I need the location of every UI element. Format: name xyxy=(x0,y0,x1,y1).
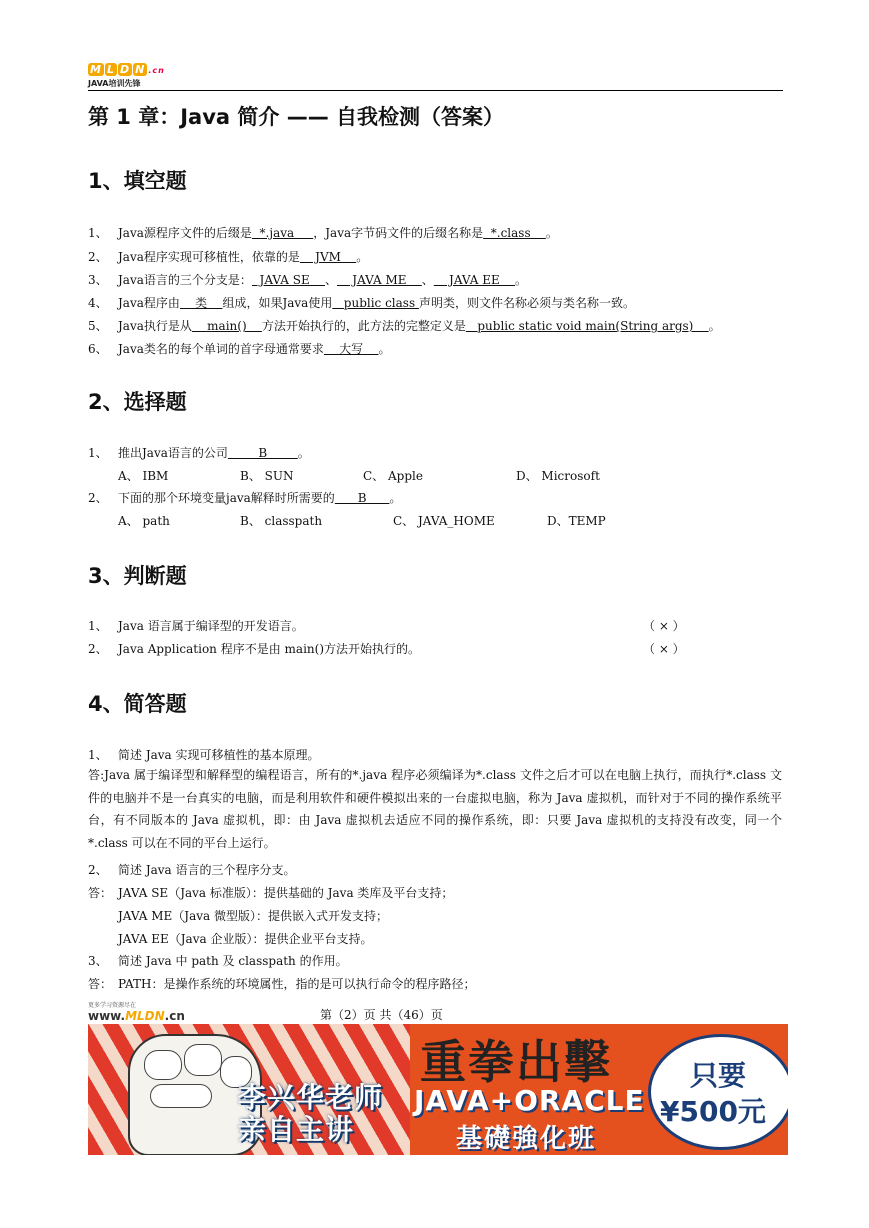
logo-letter: L xyxy=(106,63,115,76)
choice-heading: 2、选择题 xyxy=(88,390,187,414)
item-number: 3、 xyxy=(88,273,108,287)
fill-text: Java程序实现可移植性，依靠的是 xyxy=(118,250,300,264)
judge-item-1 xyxy=(88,617,304,634)
url-suffix: .cn xyxy=(164,1009,185,1023)
item-number: 6、 xyxy=(88,342,108,356)
fill-answer: JAVA SE xyxy=(251,273,325,287)
item-number: 3、 xyxy=(88,954,108,968)
item-number: 4、 xyxy=(88,296,108,310)
item-number: 1、 xyxy=(88,226,108,240)
fill-text: 方法开始执行的，此方法的完整定义是 xyxy=(261,319,466,333)
fill-text: 声明类，则文件名称必须与类名称一致。 xyxy=(418,296,635,310)
choice-option: C、 JAVA_HOME xyxy=(393,514,495,528)
logo-letter: N xyxy=(135,63,146,76)
promo-banner[interactable] xyxy=(88,1024,788,1155)
item-number: 2、 xyxy=(88,491,108,505)
short-question-3 xyxy=(88,952,348,969)
short-question-2 xyxy=(88,861,296,878)
choice-option: A、 IBM xyxy=(118,469,169,483)
fill-text: 。 xyxy=(545,226,558,240)
choice-option: A、 path xyxy=(118,514,170,528)
item-number: 1、 xyxy=(88,446,108,460)
url-prefix: www. xyxy=(88,1009,126,1023)
fill-text: Java程序由 xyxy=(118,296,180,310)
banner-course: JAVA+ORACLE xyxy=(414,1084,645,1117)
logo-suffix: .cn xyxy=(148,66,165,75)
item-number: 2、 xyxy=(88,250,108,264)
judge-text: Java 语言属于编译型的开发语言。 xyxy=(118,619,304,633)
short-heading: 4、简答题 xyxy=(88,692,187,716)
choice-option: C、 Apple xyxy=(363,469,423,483)
footer-logo[interactable] xyxy=(88,1000,185,1023)
fill-text: 组成，如果Java使用 xyxy=(222,296,333,310)
fill-item-6 xyxy=(88,340,390,357)
url-brand: MLDN xyxy=(125,1009,165,1023)
teacher-line: 李兴华老师 xyxy=(238,1081,384,1114)
choice-text: 。 xyxy=(389,491,402,505)
fill-heading: 1、填空题 xyxy=(88,169,187,193)
choice-options-1 xyxy=(118,467,718,483)
banner-right-panel xyxy=(410,1024,788,1155)
page-title: 第 1 章：Java 简介 —— 自我检测（答案） xyxy=(88,105,505,129)
short-question-text: 简述 Java 中 path 及 classpath 的作用。 xyxy=(118,954,348,968)
logo-letter: M xyxy=(90,63,102,76)
banner-teacher-text xyxy=(238,1082,383,1146)
fill-answer: public static void main(String args) xyxy=(465,319,709,333)
fill-text: Java类名的每个单词的首字母通常要求 xyxy=(118,342,324,356)
logo-letter: D xyxy=(119,63,131,76)
fill-text: ，Java字节码文件的后缀名称是 xyxy=(313,226,484,240)
choice-option: B、 SUN xyxy=(240,469,294,483)
judge-item-2 xyxy=(88,640,420,657)
fill-text: 。 xyxy=(708,319,721,333)
answer-label: 答： xyxy=(88,977,113,991)
fill-answer: main() xyxy=(191,319,262,333)
choice-question: 推出Java语言的公司 xyxy=(118,446,228,460)
short-answer-2-line-2: JAVA ME（Java 微型版）：提供嵌入式开发支持； xyxy=(118,909,388,923)
choice-option: B、 classpath xyxy=(240,514,323,528)
short-question-1 xyxy=(88,746,320,763)
judge-mark: （ × ） xyxy=(643,642,685,656)
fill-text: 。 xyxy=(515,273,528,287)
fill-text: Java源程序文件的后缀是 xyxy=(118,226,252,240)
short-answer-1: 答:Java 属于编译型和解释型的编程语言，所有的*.java 程序必须编译为*.class 文件之后才可以在电脑上执行，而执行*.class 文件的电脑并不是一台真实的电脑，而是利用软件和硬件模拟出来的一台虚拟电脑，称为 Java 虚拟机，而针对于不同的操作系统平台，有不同版本的 Java 虚拟机，即：由 Java 虚拟机去适应不同的操作系统，即：只要 Java 虚拟机的支持没有改变，同一个*.class 可以在不同的平台上运行。 xyxy=(88,768,782,850)
item-number: 2、 xyxy=(88,642,108,656)
answer-line: PATH：是操作系统的环境属性，指的是可以执行命令的程序路径； xyxy=(118,977,476,991)
fill-answer: public class xyxy=(332,296,419,310)
fill-text: 。 xyxy=(356,250,369,264)
fill-text: 。 xyxy=(378,342,391,356)
footer-tagline: 更多学习资源尽在 xyxy=(88,1002,137,1009)
fill-item-5 xyxy=(88,317,721,334)
choice-question: 下面的那个环境变量java解释时所需要的 xyxy=(118,491,335,505)
fill-answer: JAVA ME xyxy=(337,273,422,287)
choice-text: 。 xyxy=(297,446,310,460)
short-answer-2-line-3: JAVA EE（Java 企业版）：提供企业平台支持。 xyxy=(118,932,373,946)
banner-headline: 重拳出擊 xyxy=(420,1035,612,1089)
choice-item-2 xyxy=(88,489,401,506)
fill-answer: JVM xyxy=(299,250,357,264)
fill-answer: *.java xyxy=(251,226,314,240)
choice-option: D、 Microsoft xyxy=(516,469,600,483)
fill-answer: 大写 xyxy=(323,342,379,356)
teacher-line: 亲自主讲 xyxy=(238,1113,355,1146)
fill-item-3 xyxy=(88,271,527,288)
fill-answer: JAVA EE xyxy=(433,273,516,287)
short-question-text: 简述 Java 语言的三个程序分支。 xyxy=(118,863,296,877)
choice-answer: B xyxy=(334,491,390,505)
fill-text: 、 xyxy=(421,273,434,287)
choice-answer: B xyxy=(227,446,298,460)
choice-option: D、TEMP xyxy=(547,514,606,528)
fill-answer: *.class xyxy=(483,226,546,240)
answer-label: 答： xyxy=(88,886,113,900)
item-number: 5、 xyxy=(88,319,108,333)
short-question-text: 简述 Java 实现可移植性的基本原理。 xyxy=(118,748,320,762)
fill-text: Java执行是从 xyxy=(118,319,192,333)
judge-mark: （ × ） xyxy=(643,619,685,633)
fill-text: Java语言的三个分支是： xyxy=(118,273,252,287)
page-number: 第（2）页 共（46）页 xyxy=(320,1008,443,1022)
logo-subtitle: JAVA培训先锋 xyxy=(88,79,141,88)
fill-text: 、 xyxy=(324,273,337,287)
judge-text: Java Application 程序不是由 main()方法开始执行的。 xyxy=(118,642,420,656)
short-answer-2-line-1 xyxy=(88,884,453,901)
mldn-logo xyxy=(88,62,165,89)
item-number: 1、 xyxy=(88,619,108,633)
banner-left-panel xyxy=(88,1024,410,1155)
footer-url[interactable] xyxy=(88,1009,185,1023)
fill-answer: 类 xyxy=(179,296,223,310)
choice-item-1 xyxy=(88,444,310,461)
choice-options-2 xyxy=(118,512,718,528)
fill-item-4 xyxy=(88,294,635,311)
banner-class: 基礎強化班 xyxy=(456,1124,597,1154)
judge-heading: 3、判断题 xyxy=(88,564,187,588)
price-value: ¥500元 xyxy=(660,1095,766,1128)
short-answer-3 xyxy=(88,975,475,992)
fill-item-1 xyxy=(88,224,558,241)
price-label: 只要 xyxy=(690,1059,747,1092)
header-rule xyxy=(88,90,783,91)
fill-item-2 xyxy=(88,248,368,265)
answer-line: JAVA SE（Java 标准版）：提供基础的 Java 类库及平台支持； xyxy=(118,886,454,900)
item-number: 2、 xyxy=(88,863,108,877)
item-number: 1、 xyxy=(88,748,108,762)
